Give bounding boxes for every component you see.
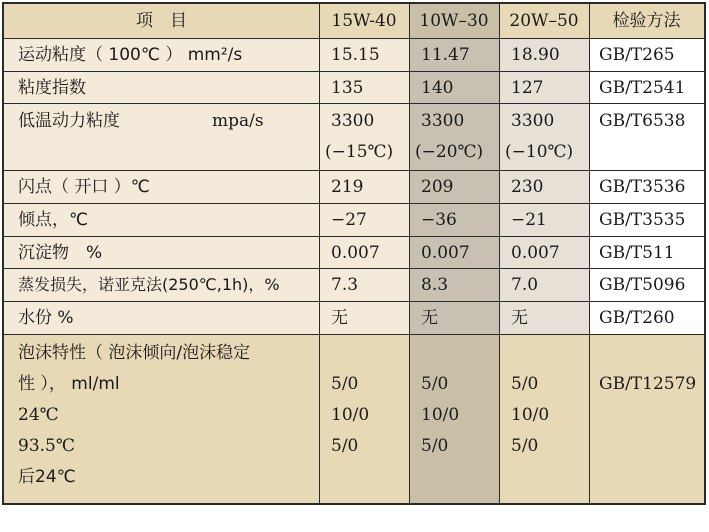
row-label: 低温动力粘度 [18,111,120,131]
header-method: 检验方法 [612,11,681,31]
foam-value-grade-2-24c: 5/0 [421,374,449,394]
divider [4,170,704,171]
row-method: GB/T3535 [599,210,686,230]
row-value-grade-1: 无 [331,308,348,328]
row-value-grade-3: 127 [511,78,544,98]
row-value-grade-3: −21 [511,210,547,230]
header-row [4,4,704,38]
row-value-grade-1: 135 [331,78,364,98]
divider [4,236,704,237]
foam-value-grade-1-after: 5/0 [331,436,359,456]
foam-value-grade-3-93c: 10/0 [511,405,550,425]
row-value-grade-2: 11.47 [421,45,470,65]
row-value-grade-3: 0.007 [511,243,560,263]
table-row [4,269,704,301]
table-row [4,171,704,203]
row-value-grade-2: 0.007 [421,243,470,263]
row-label: 水份 % [18,308,74,328]
divider [319,4,320,503]
header-item-cell [4,4,319,38]
row-value-grade-3: 230 [511,177,544,197]
header-item: 项 目 [136,11,187,31]
row-label: 倾点，℃ [18,210,89,230]
foam-label-line-3: 24℃ [18,405,59,425]
header-grade-3: 20W–50 [509,11,579,31]
foam-value-grade-3-24c: 5/0 [511,374,539,394]
foam-value-grade-2-after: 5/0 [421,436,449,456]
row-value-grade-1: 15.15 [331,45,380,65]
row-value-grade-1: 3300 [331,111,375,131]
row-method: GB/T260 [599,308,675,328]
divider [499,4,500,503]
table-row [4,204,704,236]
row-label: 粘度指数 [18,78,86,98]
divider [409,4,410,503]
row-value-grade-1: −27 [331,210,367,230]
header-grade-2-cell [409,4,499,38]
row-value-grade-2: 209 [421,177,454,197]
table-row [4,72,704,103]
row-method: GB/T6538 [599,111,686,131]
divider [4,301,704,302]
row-method: GB/T2541 [599,78,686,98]
row-unit: mpa/s [212,111,264,131]
row-value-grade-1: 0.007 [331,243,380,263]
divider [4,203,704,204]
table-row [4,104,704,170]
foam-label-line-2: 性 ）， ml/ml [18,374,120,394]
row-value-grade-3: 18.90 [511,45,560,65]
row-value-grade-2: 无 [421,308,438,328]
foam-value-grade-1-93c: 10/0 [331,405,370,425]
foam-label-line-5: 后24℃ [18,467,76,487]
table-row-foam [4,335,704,503]
row-method: GB/T265 [599,45,675,65]
table-row [4,237,704,268]
row-value-grade-2: 3300 [421,111,465,131]
spec-table [2,2,706,505]
row-method: GB/T511 [599,243,675,263]
row-value-grade-3: 7.0 [511,275,539,295]
divider [4,71,704,72]
row-label: 蒸发损失，诺亚克法(250℃,1h)，% [18,275,280,294]
table-row [4,302,704,334]
foam-value-grade-3-after: 5/0 [511,436,539,456]
divider [4,268,704,269]
row-value-grade-3: 无 [511,308,528,328]
table-row [4,39,704,71]
row-value-grade-2: 140 [421,78,454,98]
row-value-grade-2-temp: (−20℃) [415,142,484,162]
header-grade-3-cell [499,4,589,38]
row-value-grade-1: 219 [331,177,364,197]
divider [589,4,590,503]
foam-value-grade-2-93c: 10/0 [421,405,460,425]
row-label: 闪点（ 开口 ）℃ [18,177,150,197]
row-method: GB/T5096 [599,275,686,295]
row-label: 沉淀物 % [18,243,103,263]
foam-label-line-4: 93.5℃ [18,436,75,456]
row-value-grade-1: 7.3 [331,275,359,295]
row-value-grade-2: 8.3 [421,275,449,295]
foam-method: GB/T12579 [599,374,697,394]
divider [4,334,704,335]
header-grade-1: 15W-40 [331,11,397,31]
divider [4,38,704,39]
foam-label-line-1: 泡沫特性（ 泡沫倾向/泡沫稳定 [18,343,251,363]
row-value-grade-3-temp: (−10℃) [505,142,574,162]
row-value-grade-2: −36 [421,210,457,230]
row-method: GB/T3536 [599,177,686,197]
header-grade-2: 10W–30 [419,11,489,31]
header-grade-1-cell [319,4,409,38]
header-method-cell [589,4,704,38]
row-value-grade-3: 3300 [511,111,555,131]
foam-value-grade-1-24c: 5/0 [331,374,359,394]
row-label: 运动粘度（ 100℃ ） mm²/s [18,45,243,65]
row-value-grade-1-temp: (−15℃) [325,142,394,162]
divider [4,103,704,104]
